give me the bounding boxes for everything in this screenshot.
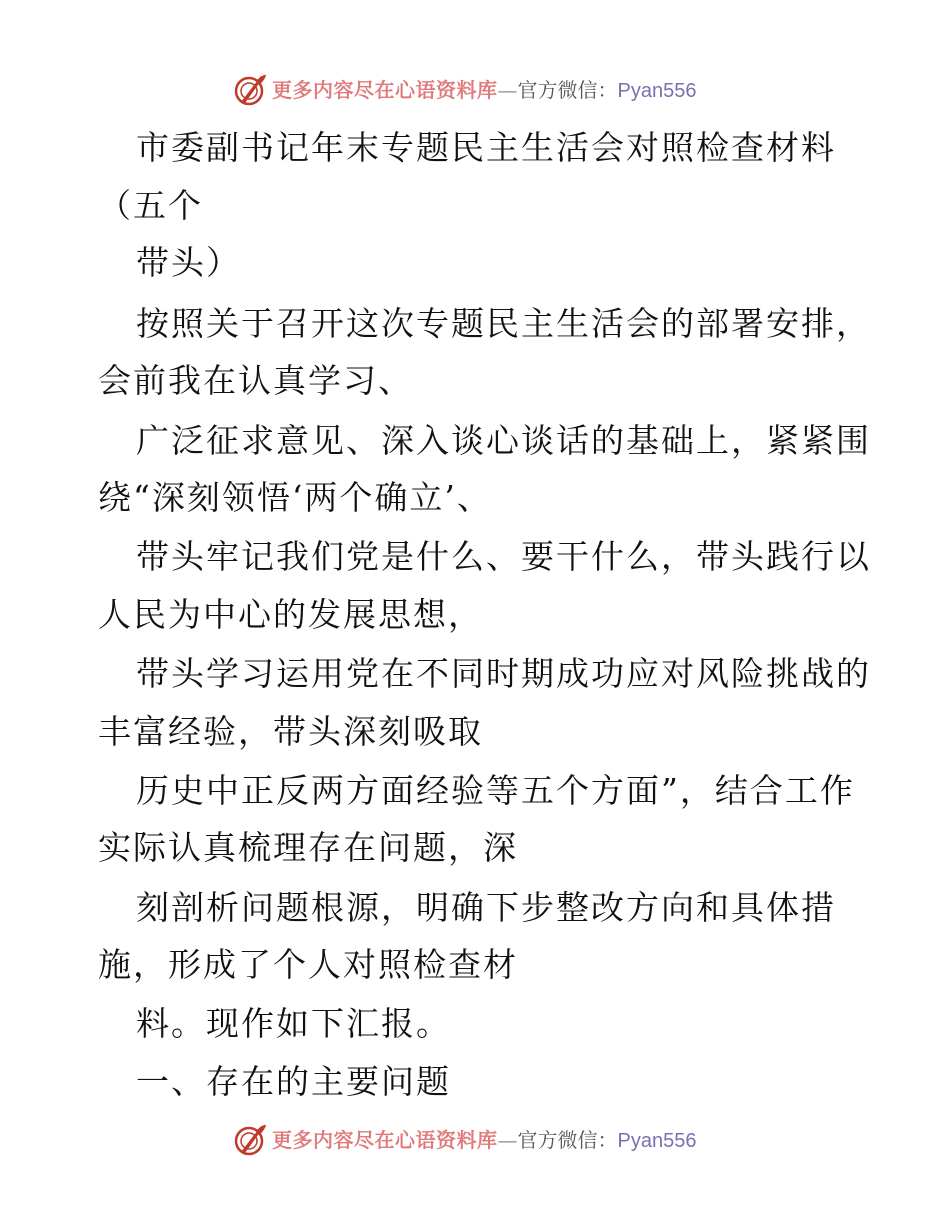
watermark-separator: —	[497, 1128, 518, 1152]
document-title-line: 市委副书记年末专题民主生活会对照检查材料	[136, 128, 836, 167]
watermark-separator: —	[497, 78, 518, 102]
paragraph-line: 会前我在认真学习、	[98, 361, 413, 400]
paragraph-line: 按照关于召开这次专题民主生活会的部署安排，	[136, 304, 871, 343]
watermark-wechat-id: Pyan556	[617, 1130, 697, 1152]
paragraph-line: 绕“深刻领悟‘两个确立’、	[98, 478, 492, 517]
document-title-line: 带头）	[136, 243, 241, 282]
header-watermark-text	[272, 77, 696, 103]
quill-logo-icon	[232, 1122, 268, 1158]
paragraph-line: 人民为中心的发展思想，	[98, 595, 483, 634]
paragraph-line: 刻剖析问题根源，明确下步整改方向和具体措	[136, 888, 836, 927]
paragraph-line: 历史中正反两方面经验等五个方面”，结合工作	[136, 771, 855, 810]
quill-logo-icon	[232, 72, 268, 108]
footer-watermark-text	[272, 1127, 696, 1153]
watermark-wechat-label: 官方微信：	[517, 1128, 618, 1152]
watermark-wechat-label: 官方微信：	[517, 78, 618, 102]
watermark-wechat-id: Pyan556	[617, 80, 697, 102]
paragraph-line: 带头学习运用党在不同时期成功应对风险挑战的	[136, 654, 871, 693]
paragraph-line: 丰富经验，带头深刻吸取	[98, 712, 483, 751]
section-heading: 一、存在的主要问题	[136, 1062, 451, 1101]
paragraph-line: 料。现作如下汇报。	[136, 1004, 451, 1043]
document-title-line: （五个	[98, 186, 203, 225]
watermark-main-text: 更多内容尽在心语资料库	[272, 78, 498, 102]
header-watermark-banner	[0, 70, 950, 110]
paragraph-line: 带头牢记我们党是什么、要干什么，带头践行以	[136, 537, 871, 576]
footer-watermark-banner	[0, 1120, 950, 1160]
watermark-main-text: 更多内容尽在心语资料库	[272, 1128, 498, 1152]
paragraph-line: 实际认真梳理存在问题，深	[98, 828, 518, 867]
paragraph-line: 施，形成了个人对照检查材	[98, 945, 518, 984]
paragraph-line: 广泛征求意见、深入谈心谈话的基础上，紧紧围	[136, 421, 871, 460]
